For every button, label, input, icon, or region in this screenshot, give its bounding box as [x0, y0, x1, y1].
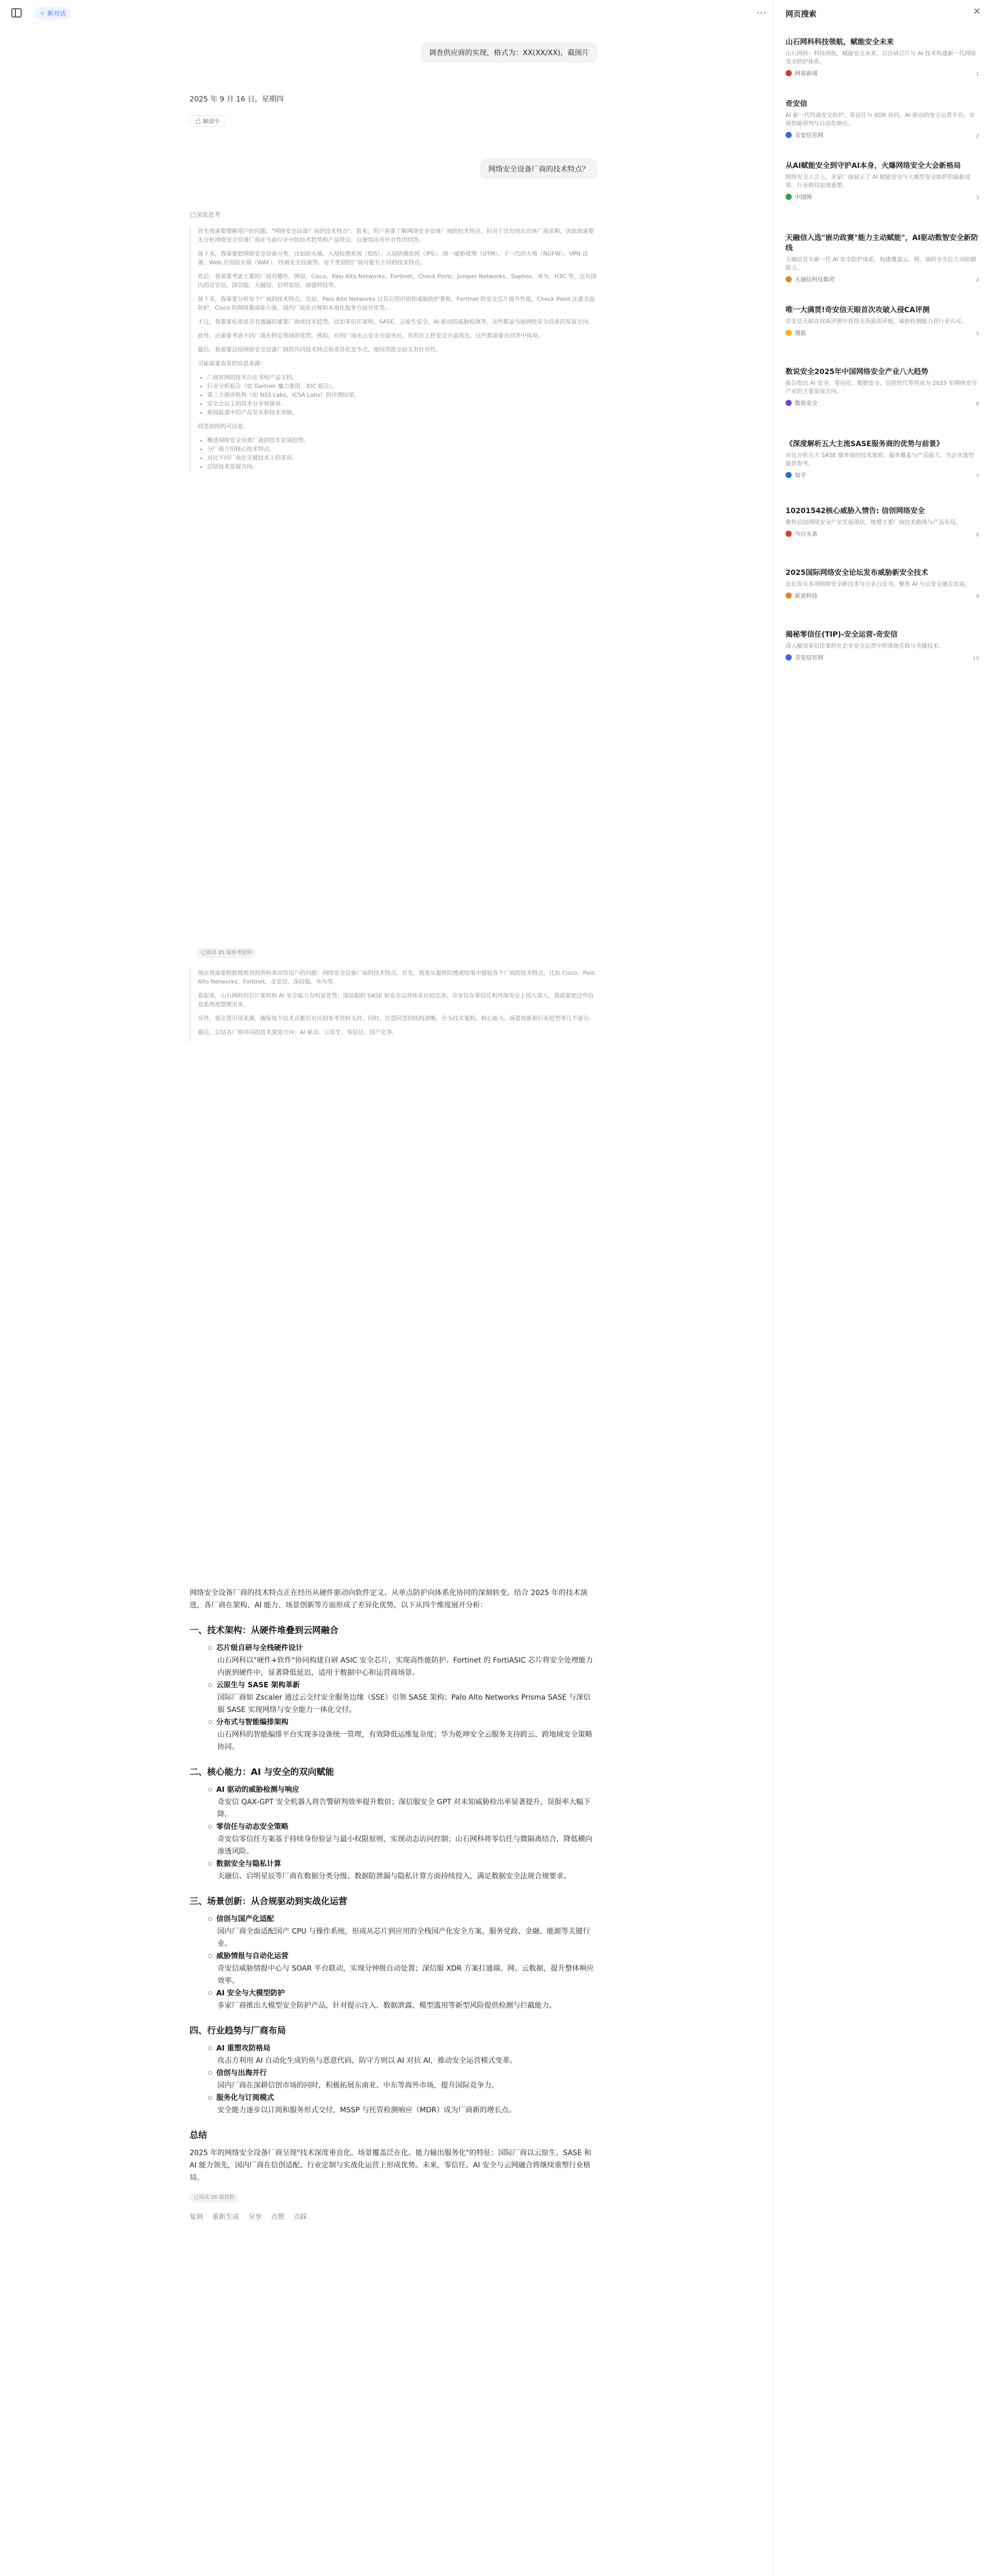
source-index: 3	[976, 195, 979, 201]
item-title: ○ 分布式与智能编排架构	[208, 1716, 596, 1728]
top-bar	[0, 0, 773, 27]
source-snippet: 天融信发布新一代 AI 安全防护体系，构建覆盖云、网、端的全方位主动防御能力。	[786, 256, 976, 271]
source-site: 数说安全	[795, 400, 817, 406]
item-text: 山石网科以"硬件+软件"协同构建自研 ASIC 安全芯片，实现高性能防护。Fortinet 的 FortiASIC 芯片将安全处理能力内嵌到硬件中，显著降低延迟，适用于数据中心和运营商场景。	[217, 1656, 593, 1677]
user-question-bubble: 网络安全设备厂商的技术特点？	[480, 159, 598, 179]
thinking-paragraph: 接下来，我需要把网络安全设备分类，比如防火墙、入侵检测系统（IDS）、入侵防御系统（IPS）、统一威胁管理（UTM）、下一代防火墙（NGFW）、VPN 设备、Web 应用防火墙（WAF）、终端安全设备等。每个类别的厂商可能有不同的技术特点。	[198, 250, 588, 266]
item-title: ○ 芯片级自研与全栈硬件设计	[208, 1642, 596, 1654]
source-title[interactable]: 唯一大满贯!奇安信天眼首次攻破入侵CA评测	[786, 306, 930, 314]
list-item: • 厂商官网的技术白皮书和产品文档。	[207, 373, 596, 382]
source-card[interactable]	[786, 233, 979, 283]
sidebar-toggle-icon[interactable]	[11, 8, 22, 18]
new-chat-button[interactable]: ＋ 新对话	[34, 7, 71, 20]
site-logo-icon	[786, 70, 792, 76]
more-options-icon[interactable]: ⋯	[756, 6, 766, 19]
source-snippet: 奇安信天眼在权威评测中获得全项最高评级，威胁检测能力获行业认可。	[786, 318, 967, 325]
answer	[190, 1587, 596, 2221]
user-query-bubble: 调查供应商的实现，格式为：XX(XX/XX)，截图片	[421, 42, 598, 63]
close-icon[interactable]: ✕	[973, 6, 981, 17]
source-snippet: 报告指出 AI 安全、零信任、数据安全、信创替代等将成为 2025 年网络安全产业的主要发展方向。	[786, 380, 977, 395]
list-item: • 安全会议上的技术分享和演讲。	[207, 399, 596, 408]
source-snippet: 聚焦信创网络安全产业发展现状，梳理主要厂商技术路线与产品布局。	[786, 519, 961, 526]
site-logo-icon	[786, 400, 792, 406]
list-item: • 第三方测评机构（如 NSS Labs、ICSA Labs）的评测结果。	[207, 391, 596, 399]
thinking-list	[198, 373, 596, 417]
source-card[interactable]	[786, 568, 979, 600]
source-title[interactable]: 天融信入选"嵌功政赛"能力主动赋能"，AI驱动数智安全新防线	[786, 234, 978, 252]
item-title: ○ 威胁情报与自动化运营	[208, 1950, 596, 1962]
list-item: • 总结技术发展方向。	[207, 462, 596, 471]
source-site: 知乎	[795, 472, 806, 479]
thinking-paragraph: 此外，还需要考虑不同厂商在特定领域的优势。例如，有的厂商在云安全方面突出，有的在工控安全方面领先。这些都需要在回答中体现。	[198, 332, 543, 339]
source-site: 奇安信官网	[795, 654, 823, 661]
search-panel	[773, 0, 989, 2576]
source-site: 中国网	[795, 194, 812, 200]
site-logo-icon	[786, 592, 792, 599]
source-index: 9	[976, 594, 979, 600]
list-item: • 概述网络安全设备厂商的技术发展趋势。	[207, 436, 596, 445]
item-text: 奇安信威胁情报中心与 SOAR 平台联动，实现分钟级自动处置；深信服 XDR 方案打通端、网、云数据，提升整体响应效率。	[217, 1964, 594, 1985]
thinking-content	[190, 227, 596, 471]
share-button[interactable]: 分享	[248, 2213, 262, 2221]
panel-title: 网页搜索	[786, 9, 817, 19]
source-snippet: 深入解读零信任架构在企业安全运营中的落地实践与关键技术。	[786, 642, 944, 649]
copy-button[interactable]: 复制	[190, 2213, 203, 2221]
answer-item	[195, 1642, 596, 1753]
item-title: ○ 零信任与动态安全策略	[208, 1821, 596, 1833]
thinking-paragraph: 接下来，我需要分析每个厂商的技术特点。比如，Palo Alto Networks 以其应用识别和威胁防护著称，Fortinet 的安全芯片提升性能，Check Point 注重全面防护，Cisco 的网络集成能力强，国内厂商在合规和本地化服务方面有优势。	[198, 296, 595, 311]
item-title: ○ 服务化与订阅模式	[208, 2092, 596, 2104]
source-index: 7	[976, 473, 979, 479]
item-text: 安全能力逐步以订阅和服务形式交付，MSSP 与托管检测响应（MDR）成为厂商新的增长点。	[217, 2106, 516, 2114]
item-title: ○ 信创与国产化适配	[208, 1913, 596, 1925]
item-text: 奇安信 QAX-GPT 安全机器人将告警研判效率提升数倍；深信服安全 GPT 对未知威胁检出率显著提升，误报率大幅下降。	[217, 1798, 591, 1819]
source-snippet: 论坛发布多项网络安全新技术与行业白皮书，聚焦 AI 与云安全融合发展。	[786, 581, 970, 587]
source-card[interactable]	[786, 367, 979, 407]
source-title[interactable]: 从AI赋能安全到守护AI本身，火爆网络安全大会新格局	[786, 162, 961, 170]
item-title: ○ 数据安全与隐私计算	[208, 1858, 596, 1870]
site-logo-icon	[786, 654, 792, 660]
source-card[interactable]	[786, 99, 979, 139]
item-title: ○ AI 驱动的威胁检测与响应	[208, 1784, 596, 1796]
source-card[interactable]	[786, 630, 979, 662]
source-title[interactable]: 揭秘零信任(TIP)-安全运营-奇安信	[786, 631, 898, 639]
source-snippet: AI 新一代终端安全防护，零信任与 XDR 协同。AI 驱动的安全运营平台，实现智能研判与自动化响应。	[786, 112, 975, 127]
source-site: 搜狐	[795, 330, 806, 336]
source-title[interactable]: 2025国际网络安全论坛发布威胁新安全技术	[786, 569, 928, 577]
answer-intro: 网络安全设备厂商的技术特点正在经历从硬件驱动向软件定义、从单点防护向体系化协同的深刻转变。结合 2025 年的技术演进，各厂商在架构、AI 能力、场景创新等方面形成了差异化优势，以下从四个维度展开分析：	[190, 1589, 588, 1609]
source-site: 天融信科技集团	[795, 276, 834, 283]
list-item: • 分厂商介绍核心技术特点。	[207, 445, 596, 453]
search-results-pill[interactable]: 已阅读 35 篇参考资料	[197, 948, 256, 958]
sources-pill[interactable]: 已阅读 35 篇资料	[190, 2193, 238, 2203]
source-card[interactable]	[786, 506, 979, 538]
thinking-paragraph: 首先我需要理解用户的问题："网络安全设备厂商的技术特点"。看来，用户需要了解网络安全设备厂商的技术特点，但由于没有给出具体厂商名称，因此我需要先分析网络安全设备厂商在当前行业中的技术趋势和产品特点，以便给出有针对性的回答。	[198, 228, 594, 243]
source-index: 10	[973, 656, 979, 662]
thinking-list-intro: 回答的结构可以是：	[198, 423, 249, 430]
thinking-paragraph: 现在我需要根据搜索到的资料来回答用户的问题：网络安全设备厂商的技术特点。首先，我要从提供的搜索结果中提取各个厂商的技术特点，比如 Cisco、Palo Alto Networks、Fortinet、奇安信、深信服、华为等。	[198, 970, 595, 985]
item-text: 国内厂商全面适配国产 CPU 与操作系统，形成从芯片到应用的全栈国产化安全方案，服务党政、金融、能源等关键行业。	[217, 1927, 590, 1948]
thinking-paragraph: 另外，要注意引用来源，确保每个技术点都有对应的参考资料支持。同时，注意回答的结构清晰，分为技术架构、核心能力、场景创新和行业趋势等几个部分。	[198, 1015, 594, 1022]
thinking-paragraph: 最后，总结各厂商共同的技术演进方向：AI 驱动、云原生、零信任、国产化等。	[198, 1029, 398, 1036]
source-snippet: 对比分析五大 SASE 服务商的技术架构、服务覆盖与产品能力，为企业选型提供参考。	[786, 452, 974, 467]
site-logo-icon	[786, 330, 792, 336]
source-title[interactable]: 数说安全2025年中国网络安全产业八大趋势	[786, 368, 928, 376]
source-index: 5	[976, 331, 979, 337]
item-text: 山石网科的智能编排平台实现多设备统一管理，有效降低运维复杂度；华为乾坤安全云服务支持跨云、跨地域安全策略协同。	[217, 1731, 592, 1751]
source-snippet: 山石网科：科技领航，赋能安全未来，以自研芯片与 AI 技术构建新一代网络安全防护体系。	[786, 50, 976, 65]
thinking-paragraph: 不过，我需要检查是否有遗漏的重要厂商或技术趋势。比如零信任架构、SASE、云原生安全、AI 驱动的威胁检测等，这些都是当前网络安全设备的发展方向。	[198, 318, 594, 325]
item-text: 多家厂商推出大模型安全防护产品，针对提示注入、数据泄露、模型滥用等新型风险提供检测与拦截能力。	[217, 2002, 556, 2010]
source-index: 6	[976, 401, 979, 407]
item-text: 攻击方利用 AI 自动化生成钓鱼与恶意代码，防守方则以 AI 对抗 AI，推动安全运营模式变革。	[217, 2057, 517, 2065]
item-text: 国内厂商在深耕信创市场的同时，积极拓展东南亚、中东等海外市场，提升国际竞争力。	[217, 2081, 499, 2090]
thinking-toggle[interactable]: 已深度思考	[190, 211, 221, 218]
section-title: 三、场景创新：从合规驱动到实战化运营	[190, 1896, 347, 1907]
summary-title: 总结	[190, 2130, 207, 2141]
source-site: 新浪科技	[795, 592, 817, 599]
list-item: • 对比不同厂商在关键技术上的差异。	[207, 453, 596, 462]
source-site: 网易新闻	[795, 70, 817, 77]
source-title[interactable]: 10201542核心威胁入情告: 信创网络安全	[786, 507, 925, 515]
source-site: 奇安信官网	[795, 132, 823, 139]
like-button[interactable]: 点赞	[271, 2213, 285, 2221]
section-title: 二、核心能力：AI 与安全的双向赋能	[190, 1767, 334, 1777]
site-logo-icon	[786, 194, 792, 200]
thinking-content-2	[190, 969, 596, 1042]
answer-item	[195, 1913, 596, 2012]
list-item: • 行业分析报告（如 Gartner 魔力象限、IDC 报告）。	[207, 382, 596, 391]
source-card[interactable]	[786, 305, 979, 337]
item-text: 天融信、启明星辰等厂商在数据分类分级、数据防泄漏与隐私计算方面持续投入，满足数据安全法规合规要求。	[217, 1872, 571, 1880]
date-line: 2025 年 9 月 16 日，星期四	[190, 95, 284, 104]
item-text: 奇安信零信任方案基于持续身份验证与最小权限原则，实现动态访问控制；山石网科将零信任与微隔离结合，降低横向渗透风险。	[217, 1835, 592, 1856]
item-title: ○ 云原生与 SASE 架构革新	[208, 1679, 596, 1691]
thinking-list	[198, 436, 596, 471]
regenerate-button[interactable]: 重新生成	[212, 2213, 240, 2221]
item-text: 国际厂商如 Zscaler 通过云交付安全服务边缘（SSE）引领 SASE 架构；Palo Alto Networks Prisma SASE 与深信服 SASE 实现网络与安全能力一体化交付。	[217, 1693, 591, 1714]
section-title: 四、行业趋势与厂商布局	[190, 2026, 286, 2036]
site-logo-icon	[786, 472, 792, 478]
thinking-paragraph: 最后，我需要总结网络安全设备厂商的共同技术特点和差异化竞争点，使回答既全面又有针对性。	[198, 346, 441, 353]
item-title: ○ AI 安全与大模型防护	[208, 1987, 596, 1999]
thinking-paragraph: 然后，我需要考虑主要的厂商有哪些。例如，Cisco、Palo Alto Networks、Fortinet、Check Point、Juniper Networks、Sophos、华为、H3C 等，还有国内的奇安信、深信服、天融信、启明星辰、绿盟科技等。	[198, 273, 596, 289]
source-snippet: 网络安全大会上，多家厂商展示了 AI 赋能安全与大模型安全防护的最新成果，行业格局加速重塑。	[786, 174, 970, 189]
site-logo-icon	[786, 276, 792, 282]
thinking-list-intro: 可能需要查看的信息来源：	[198, 360, 266, 367]
source-index: 4	[976, 278, 979, 283]
site-logo-icon	[786, 531, 792, 537]
item-title: ○ 信创与出海并行	[208, 2067, 596, 2079]
answer-item	[195, 1784, 596, 1883]
status-pill[interactable]: 已 解读中	[190, 115, 226, 127]
answer-item	[195, 2042, 596, 2116]
source-card[interactable]	[786, 37, 979, 77]
source-title[interactable]: 山石网科科技领航，赋能安全未来	[786, 38, 894, 46]
source-index: 2	[976, 133, 979, 139]
source-card[interactable]	[786, 439, 979, 479]
dislike-button[interactable]: 点踩	[294, 2213, 308, 2221]
source-index: 1	[976, 72, 979, 77]
source-site: 今日头条	[795, 531, 817, 537]
thinking-paragraph: 看起来，山石网科的芯片架构和 AI 安全能力有明显优势；深信服的 SASE 和安全运营体系比较完善；奇安信在零信任和终端安全上投入很大。我需要把这些信息系统地整理出来。	[198, 992, 594, 1008]
summary-text: 2025 年的网络安全设备厂商呈现"技术深度垂直化、场景覆盖泛在化、能力输出服务化"的特征：国际厂商以云原生、SASE 和 AI 能力领先，国内厂商在信创适配、行业定制与实战化运营上形成优势。未来，零信任、AI 安全与云网融合将继续重塑行业格局。	[190, 2149, 591, 2182]
source-card[interactable]	[786, 161, 979, 201]
list-item: • 新闻报道中的产品发布和技术突破。	[207, 408, 596, 417]
item-title: ○ AI 重塑攻防格局	[208, 2042, 596, 2055]
site-logo-icon	[786, 132, 792, 138]
section-title: 一、技术架构：从硬件堆叠到云网融合	[190, 1625, 338, 1636]
answer-actions	[190, 2211, 596, 2221]
source-title[interactable]: 《深度解析五大主流SASE服务商的优势与前景》	[786, 440, 944, 448]
source-index: 8	[976, 532, 979, 538]
source-title[interactable]: 奇安信	[786, 100, 807, 108]
